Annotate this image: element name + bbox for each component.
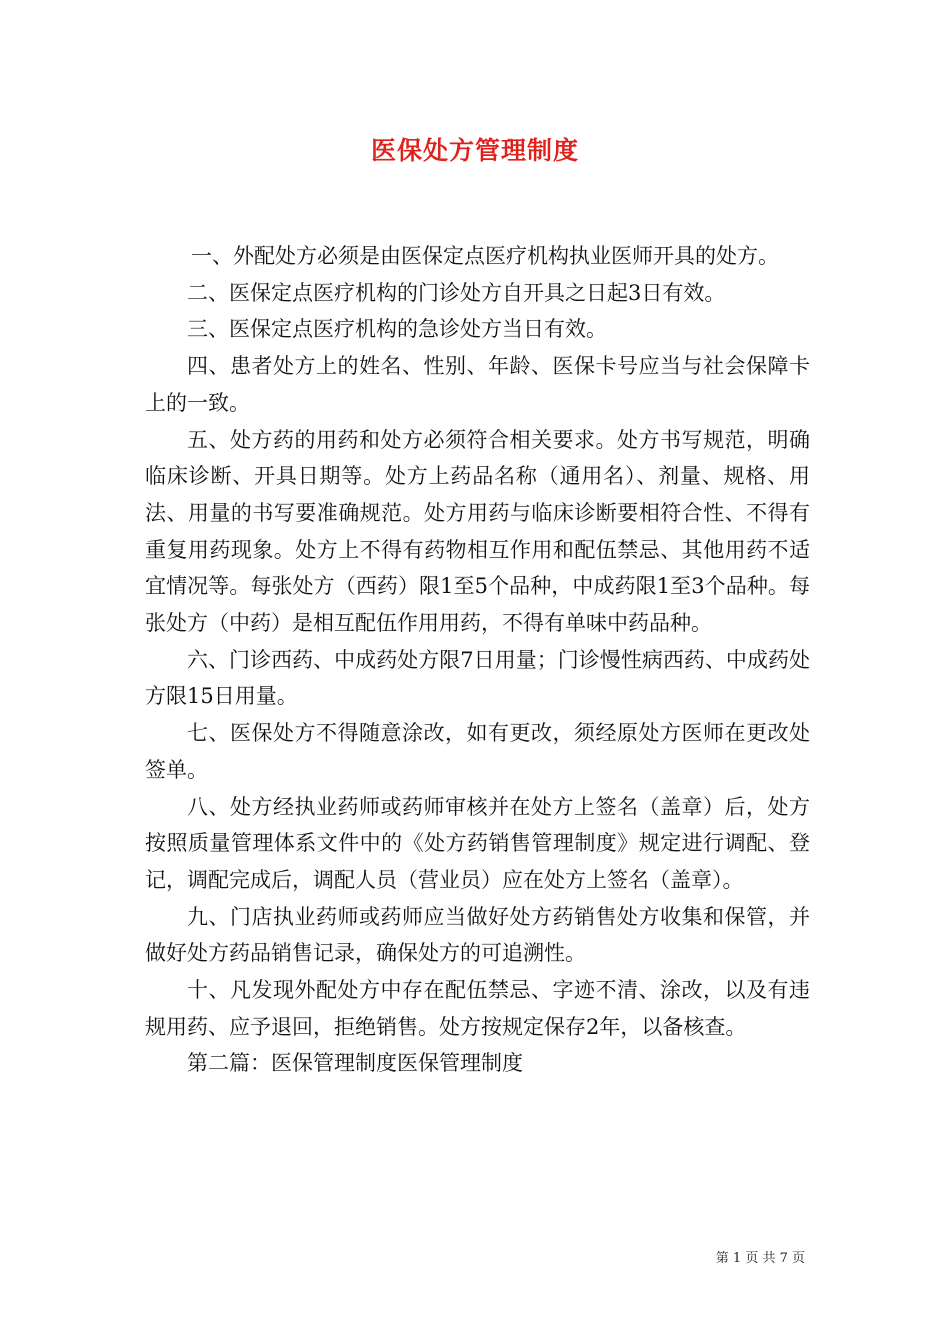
paragraph-1: 一、外配处方必须是由医保定点医疗机构执业医师开具的处方。: [191, 244, 779, 268]
paragraph-6: 六、门诊西药、中成药处方限7日用量；门诊慢性病西药、中成药处方限15日用量。: [145, 647, 810, 709]
paragraph-10: 十、凡发现外配处方中存在配伍禁忌、字迹不清、涂改，以及有违规用药、应予退回，拒绝销售。处方按规定保存2年，以备核查。: [145, 978, 810, 1039]
paragraph-2: 二、医保定点医疗机构的门诊处方自开具之日起3日有效。: [187, 280, 726, 305]
paragraph-5: 五、处方药的用药和处方必须符合相关要求。处方书写规范，明确临床诊断、开具日期等。处方上药品名称（通用名）、剂量、规格、用法、用量的书写要准确规范。处方用药与临床诊断要相符合性、不得有重复用药现象。处方上不得有药物相互作用和配伍禁忌、其他用药不适宜情况等。每张处方（西药）限1至5个品种，中成药限1至3个品种。每张处方（中药）是相互配伍作用用药，不得有单味中药品种。: [145, 427, 810, 636]
section-heading-part-two: 第二篇：医保管理制度医保管理制度: [187, 1051, 523, 1076]
document-title: 医保处方管理制度: [370, 136, 579, 165]
paragraph-8: 八、处方经执业药师或药师审核并在处方上签名（盖章）后，处方按照质量管理体系文件中的《处方药销售管理制度》规定进行调配、登记，调配完成后，调配人员（营业员）应在处方上签名（盖章）。: [145, 794, 810, 892]
document-body: [145, 238, 810, 1082]
page-number: 第 1 页 共 7 页: [715, 1251, 805, 1266]
paragraph-3: 三、医保定点医疗机构的急诊处方当日有效。: [187, 317, 607, 342]
paragraph-9: 九、门店执业药师或药师应当做好处方药销售处方收集和保管，并做好处方药品销售记录，确保处方的可追溯性。: [145, 904, 810, 966]
paragraph-7: 七、医保处方不得随意涂改，如有更改，须经原处方医师在更改处签单。: [145, 721, 810, 782]
paragraph-4: 四、患者处方上的姓名、性别、年龄、医保卡号应当与社会保障卡上的一致。: [145, 354, 810, 415]
